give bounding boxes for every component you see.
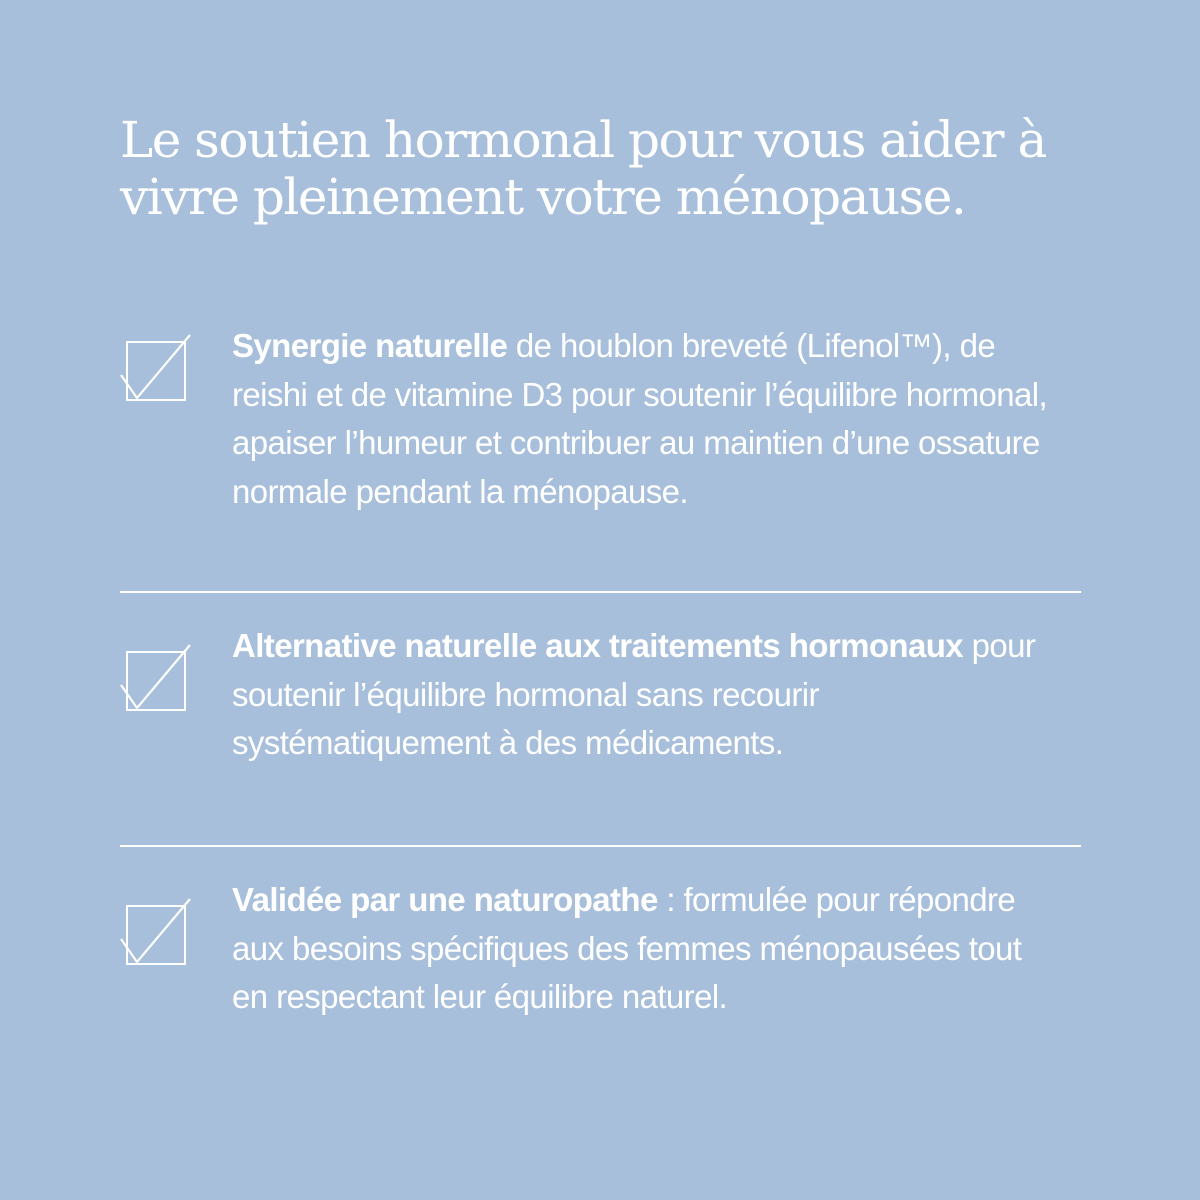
benefit-text-2	[232, 622, 1062, 768]
checkbox-checked-icon	[120, 896, 190, 966]
headline-line-2: vivre pleinement votre ménopause.	[120, 168, 966, 226]
benefit-highlight-1: Synergie naturelle	[232, 327, 508, 364]
benefit-body-2: pour soutenir l’équilibre hormonal sans recourir systématiquement à des médicaments.	[232, 627, 1036, 761]
headline-line-1: Le soutien hormonal pour vous aider à	[120, 111, 1046, 169]
benefit-body-3: : formulée pour répondre aux besoins spécifiques des femmes ménopausées tout en respectant leur équilibre naturel.	[232, 881, 1022, 1015]
benefit-highlight-2: Alternative naturelle aux traitements hormonaux	[232, 627, 964, 664]
benefit-text-3	[232, 876, 1062, 1022]
divider-2	[120, 845, 1081, 847]
checkbox-checked-icon	[120, 642, 190, 712]
checkbox-checked-icon	[120, 332, 190, 402]
benefit-text-1	[232, 322, 1062, 516]
benefit-highlight-3: Validée par une naturopathe	[232, 881, 658, 918]
divider-1	[120, 591, 1081, 593]
benefit-body-1: de houblon breveté (Lifenol™), de reishi et de vitamine D3 pour soutenir l’équilibre hormonal, apaiser l’humeur et contribuer au maintien d’une ossature normale pendant la ménopause.	[232, 327, 1048, 510]
headline	[120, 112, 1100, 226]
